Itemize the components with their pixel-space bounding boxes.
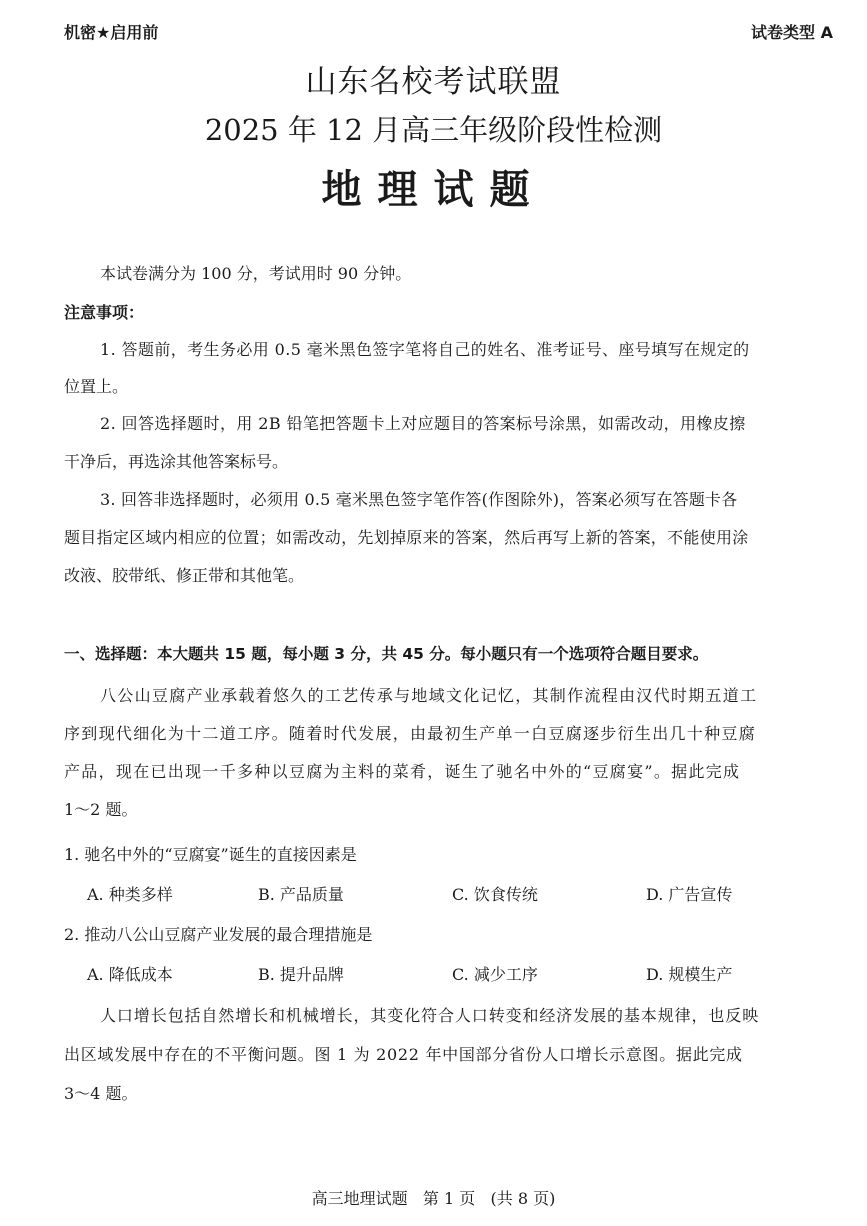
notice-line: 3. 回答非选择题时，必须用 0.5 毫米黑色签字笔作答(作图除外)，答案必须写在答题卡各 [100, 490, 738, 509]
q2-option-a: A. 降低成本 [87, 965, 173, 984]
notice-heading: 注意事项： [64, 303, 145, 322]
question-stem-1: 1. 驰名中外的“豆腐宴”诞生的直接因素是 [64, 845, 357, 864]
notice-line: 题目指定区域内相应的位置；如需改动，先划掉原来的答案，然后再写上新的答案，不能使用涂 [64, 528, 749, 547]
exam-name-title: 2025 年 12 月高三年级阶段性检测 [204, 113, 663, 147]
passage-line: 序到现代细化为十二道工序。随着时代发展，由最初生产单一白豆腐逐步衍生出几十种豆腐 [64, 724, 757, 743]
passage-line: 八公山豆腐产业承载着悠久的工艺传承与地域文化记忆，其制作流程由汉代时期五道工 [100, 686, 758, 705]
passage-line: 人口增长包括自然增长和机械增长，其变化符合人口转变和经济发展的基本规律，也反映 [100, 1006, 760, 1025]
passage-line: 1～2 题。 [64, 800, 138, 819]
passage-line: 产品，现在已出现一千多种以豆腐为主料的菜肴，诞生了驰名中外的“豆腐宴”。据此完成 [64, 762, 741, 781]
section-heading: 一、选择题：本大题共 15 题，每小题 3 分，共 45 分。每小题只有一个选项符合题目要求。 [64, 645, 709, 663]
notice-line: 位置上。 [64, 377, 129, 396]
page-footer: 高三地理试题 第 1 页 (共 8 页) [311, 1189, 556, 1208]
q1-option-b: B. 产品质量 [258, 885, 344, 904]
question-stem-2: 2. 推动八公山豆腐产业发展的最合理措施是 [64, 925, 373, 944]
paper-type-label: 试卷类型 A [751, 23, 833, 42]
q2-option-c: C. 减少工序 [452, 965, 538, 984]
subject-title: 地理试题 [321, 167, 546, 213]
notice-line: 干净后，再选涂其他答案标号。 [64, 452, 289, 471]
passage-line: 3～4 题。 [64, 1084, 138, 1103]
q1-option-c: C. 饮食传统 [452, 885, 538, 904]
notice-line: 2. 回答选择题时，用 2B 铅笔把答题卡上对应题目的答案标号涂黑，如需改动，用橡皮擦 [100, 414, 746, 433]
q2-option-b: B. 提升品牌 [258, 965, 344, 984]
q2-option-d: D. 规模生产 [646, 965, 733, 984]
exam-organizer-title: 山东名校考试联盟 [305, 64, 562, 100]
confidential-label: 机密★启用前 [64, 23, 159, 42]
q1-option-a: A. 种类多样 [87, 885, 173, 904]
q1-option-d: D. 广告宣传 [646, 885, 733, 904]
passage-line: 出区域发展中存在的不平衡问题。图 1 为 2022 年中国部分省份人口增长示意图。据此完成 [64, 1045, 743, 1064]
notice-line: 改液、胶带纸、修正带和其他笔。 [64, 566, 305, 585]
intro-text: 本试卷满分为 100 分，考试用时 90 分钟。 [100, 264, 412, 283]
notice-line: 1. 答题前，考生务必用 0.5 毫米黑色签字笔将自己的姓名、准考证号、座号填写在规定的 [100, 340, 750, 359]
